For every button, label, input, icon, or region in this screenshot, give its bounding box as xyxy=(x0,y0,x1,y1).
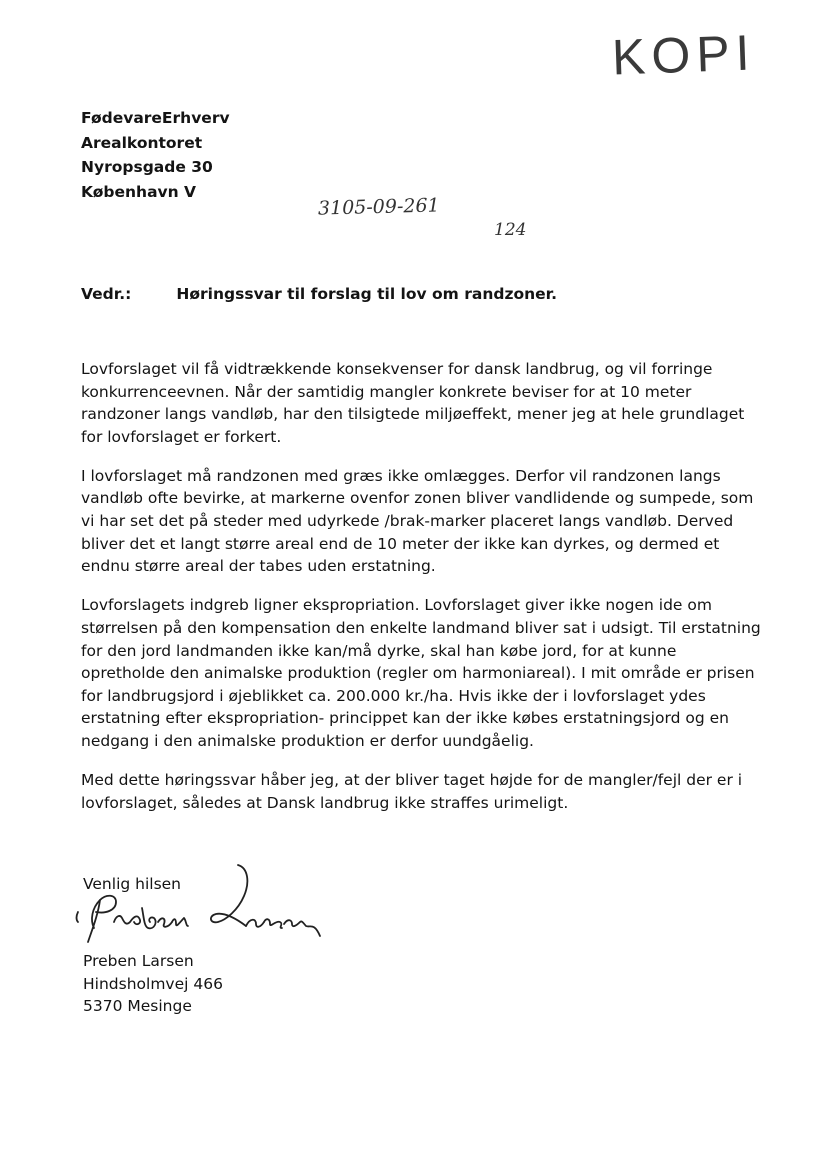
sender-name: Preben Larsen xyxy=(83,952,194,970)
sender-address xyxy=(83,950,223,1018)
journal-number: 3105-09-261 xyxy=(317,194,440,220)
paragraph-4: Med dette høringssvar håber jeg, at der bliver taget højde for de mangler/fejl der er i lovforslaget, således at Dansk landbrug ikke straffes urimeligt. xyxy=(81,771,743,812)
recipient-address xyxy=(81,106,230,204)
letter-body xyxy=(81,358,761,831)
subject-line xyxy=(81,285,557,303)
recipient-line-2: Arealkontoret xyxy=(81,133,203,152)
recipient-line-1: FødevareErhverv xyxy=(81,109,230,127)
sender-city: 5370 Mesinge xyxy=(83,997,192,1015)
journal-sub-number: 124 xyxy=(494,220,527,240)
recipient-line-3: Nyropsgade 30 xyxy=(81,158,213,176)
closing-greeting: Venlig hilsen xyxy=(83,875,182,893)
recipient-line-4: København V xyxy=(81,182,197,201)
sender-street: Hindsholmvej 466 xyxy=(83,974,223,993)
signature-icon xyxy=(70,860,330,955)
subject-label: Vedr.: xyxy=(81,285,132,303)
paragraph-3: Lovforslagets indgreb ligner ekspropriation. Lovforslaget giver ikke nogen ide om størrelsen på den kompensation den enkelte landmand bliver sat i udsigt. Til erstatning for den jord landmanden ikke kan/må dyrke, skal han købe jord, for at kunne opretholde den animalske produktion (regler om harmoniareal). I mit område er prisen for landbrugsjord i øjeblikket ca. 200.000 kr./ha. Hvis ikke der i lovforslaget ydes erstatning efter ekspropriation- princippet kan der ikke købes erstatningsjord og en nedgang i den animalske produktion er derfor uundgåelig. xyxy=(81,596,761,750)
subject-text: Høringssvar til forslag til lov om randzoner. xyxy=(176,285,557,303)
paragraph-2: I lovforslaget må randzonen med græs ikke omlægges. Derfor vil randzonen langs vandløb ofte bevirke, at markerne ovenfor zonen bliver vandlidende og sumpede, som vi har set det på steder med udyrkede /brak-marker placeret langs vandløb. Derved bliver det et langt større areal end de 10 meter der ikke kan dyrkes, og dermed et endnu større areal der tabes uden erstatning. xyxy=(81,466,754,576)
kopi-stamp: KOPI xyxy=(611,24,757,86)
handwritten-signature xyxy=(70,860,330,959)
paragraph-1: Lovforslaget vil få vidtrækkende konsekvenser for dansk landbrug, og vil forringe konkurrenceevnen. Når der samtidig mangler konkrete beviser for at 10 meter randzoner langs vandløb, har den tilsigtede miljøeffekt, mener jeg at hele grundlaget for lovforslaget er forkert. xyxy=(81,360,745,446)
